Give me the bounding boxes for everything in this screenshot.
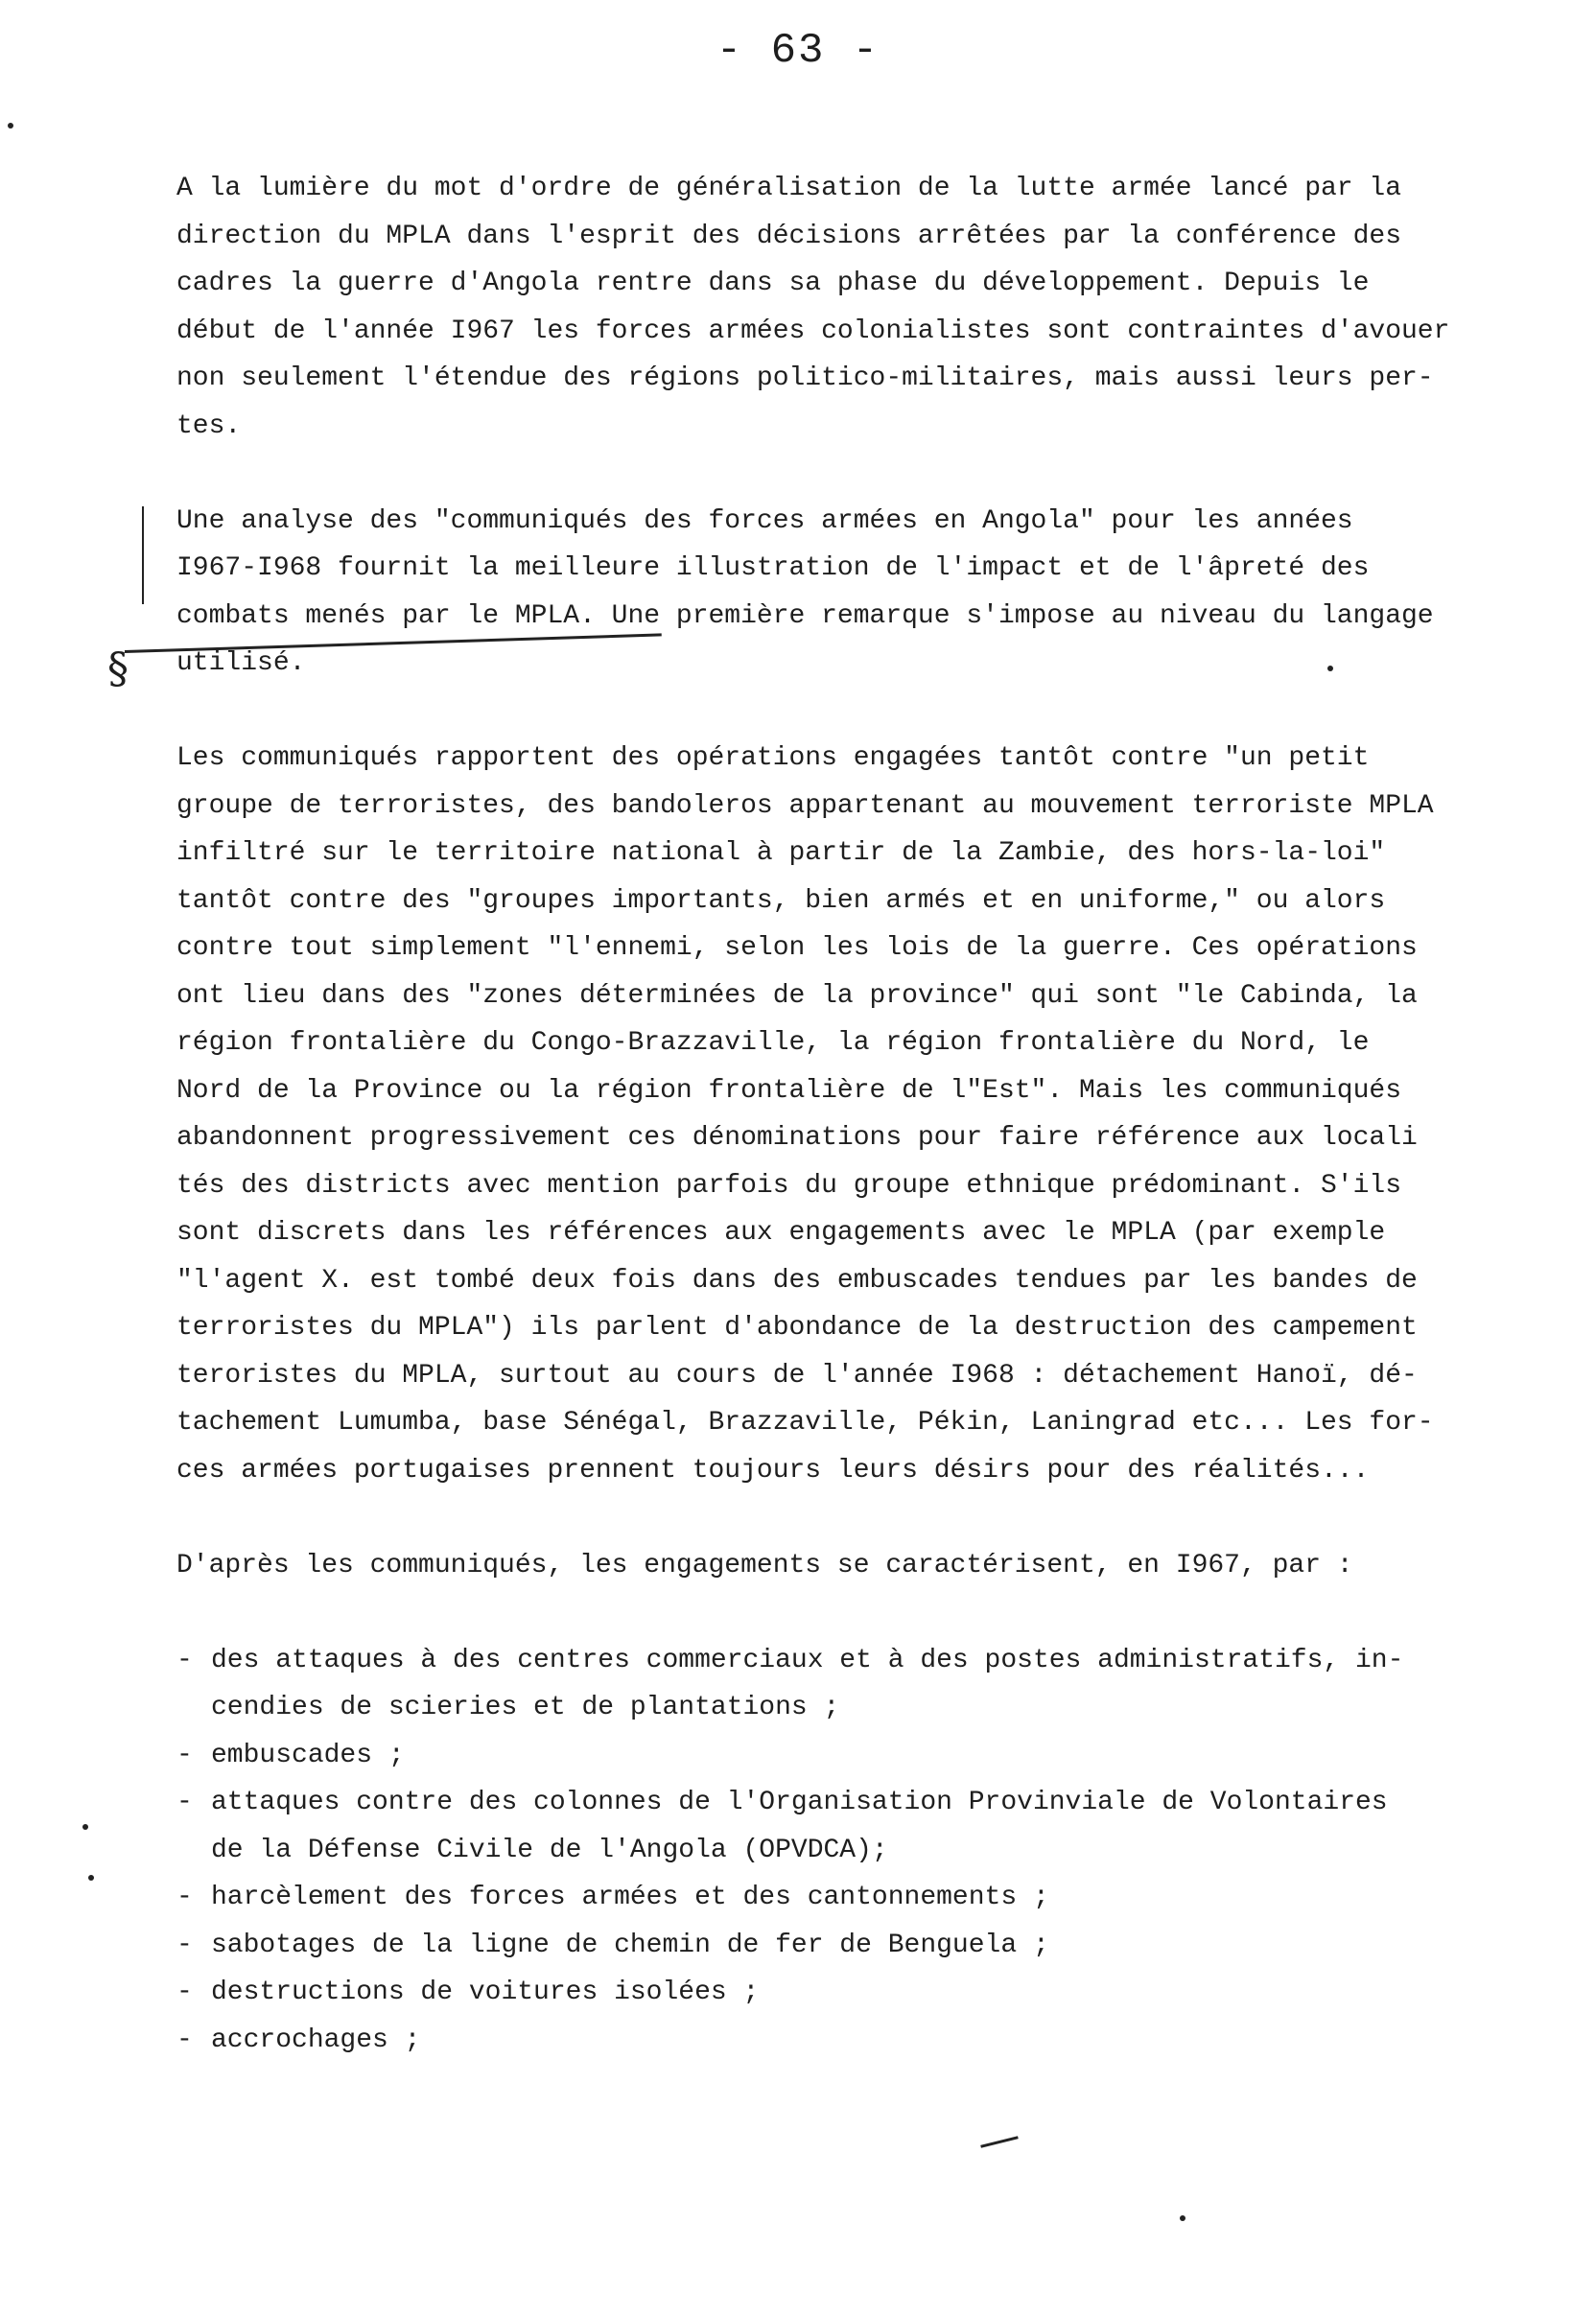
text-line: attaques contre des colonnes de l'Organisation Provinviale de Volontaires <box>211 1788 1388 1817</box>
engagement-list <box>176 1637 1567 2065</box>
paragraph-3 <box>176 735 1567 1494</box>
text-line: Nord de la Province ou la région frontalière de l"Est". Mais les communiqués <box>176 1075 1402 1106</box>
text-line: Les communiqués rapportent des opérations engagées tantôt contre "un petit <box>176 743 1370 773</box>
text-line: harcèlement des forces armées et des cantonnements ; <box>211 1883 1049 1912</box>
list-item <box>176 2017 1567 2065</box>
text-line: tachement Lumumba, base Sénégal, Brazzaville, Pékin, Laningrad etc... Les for- <box>176 1408 1434 1438</box>
text-line: cendies de scieries et de plantations ; <box>211 1693 840 1722</box>
text-line: I967-I968 fournit la meilleure illustration de l'impact et de l'âpreté des <box>176 553 1370 583</box>
text-line: sont discrets dans les références aux engagements avec le MPLA (par exemple <box>176 1218 1386 1248</box>
text-line: tes. <box>176 410 242 441</box>
paragraph-4 <box>176 1542 1567 1590</box>
text-line: direction du MPLA dans l'esprit des décisions arrêtées par la conférence des <box>176 221 1402 251</box>
list-bullet: - <box>176 2024 193 2055</box>
list-bullet: - <box>176 1788 193 1817</box>
text-line: contre tout simplement "l'ennemi, selon les lois de la guerre. Ces opérations <box>176 933 1418 963</box>
text-line: terroristes du MPLA") ils parlent d'abondance de la destruction des campement <box>176 1313 1418 1343</box>
scan-speck <box>88 1875 94 1881</box>
list-item <box>176 1874 1567 1922</box>
page-number: - 63 - <box>716 27 880 75</box>
list-item <box>176 1969 1567 2017</box>
text-line: teroristes du MPLA, surtout au cours de l'année I968 : détachement Hanoï, dé- <box>176 1360 1418 1391</box>
scan-speck <box>8 123 13 129</box>
text-line: des attaques à des centres commerciaux et à des postes administratifs, in- <box>211 1645 1404 1675</box>
text-line: A la lumière du mot d'ordre de généralisation de la lutte armée lancé par la <box>176 174 1402 203</box>
list-item <box>176 1779 1567 1874</box>
text-line: embuscades ; <box>211 1740 405 1770</box>
handwritten-mark <box>980 2136 1019 2148</box>
list-item <box>176 1922 1567 1970</box>
text-line: sabotages de la ligne de chemin de fer de Benguela ; <box>211 1930 1049 1960</box>
text-line: abandonnent progressivement ces dénominations pour faire référence aux locali <box>176 1123 1418 1153</box>
text-line: utilisé. <box>176 648 306 678</box>
list-bullet: - <box>176 1930 193 1960</box>
text-line: combats menés par le MPLA. Une première remarque s'impose au niveau du langage <box>176 600 1434 631</box>
list-item <box>176 1637 1567 1732</box>
paragraph-1 <box>176 165 1567 450</box>
paragraph-2 <box>176 498 1567 688</box>
text-line: ont lieu dans des "zones déterminées de la province" qui sont "le Cabinda, la <box>176 980 1418 1011</box>
text-line: destructions de voitures isolées ; <box>211 1978 760 2007</box>
text-line: non seulement l'étendue des régions politico-militaires, mais aussi leurs per- <box>176 363 1434 393</box>
text-line: région frontalière du Congo-Brazzaville, la région frontalière du Nord, le <box>176 1028 1370 1058</box>
list-bullet: - <box>176 1645 193 1675</box>
list-item <box>176 1732 1567 1780</box>
text-line: cadres la guerre d'Angola rentre dans sa phase du développement. Depuis le <box>176 269 1370 298</box>
list-bullet: - <box>176 1740 193 1770</box>
scan-speck <box>1180 2215 1185 2221</box>
text-line: Une analyse des "communiqués des forces armées en Angola" pour les années <box>176 505 1353 536</box>
text-line: début de l'année I967 les forces armées colonialistes sont contraintes d'avouer <box>176 316 1450 346</box>
scan-speck <box>82 1824 88 1830</box>
list-bullet: - <box>176 1978 193 2007</box>
text-line: "l'agent X. est tombé deux fois dans des embuscades tendues par les bandes de <box>176 1265 1418 1296</box>
text-line: infiltré sur le territoire national à partir de la Zambie, des hors-la-loi" <box>176 838 1386 868</box>
text-line: tés des districts avec mention parfois du groupe ethnique prédominant. S'ils <box>176 1170 1402 1201</box>
text-line: tantôt contre des "groupes importants, bien armés et en uniforme," ou alors <box>176 885 1386 916</box>
list-bullet: - <box>176 1883 193 1912</box>
margin-annotation-bar <box>142 506 144 604</box>
text-line: ces armées portugaises prennent toujours leurs désirs pour des réalités... <box>176 1455 1370 1486</box>
text-line: D'après les communiqués, les engagements se caractérisent, en I967, par : <box>176 1550 1353 1580</box>
text-line: accrochages ; <box>211 2024 421 2055</box>
text-line: groupe de terroristes, des bandoleros appartenant au mouvement terroriste MPLA <box>176 790 1434 821</box>
section-mark-annotation: § <box>107 644 129 693</box>
document-body <box>176 165 1567 2064</box>
text-line: de la Défense Civile de l'Angola (OPVDCA); <box>211 1835 888 1865</box>
